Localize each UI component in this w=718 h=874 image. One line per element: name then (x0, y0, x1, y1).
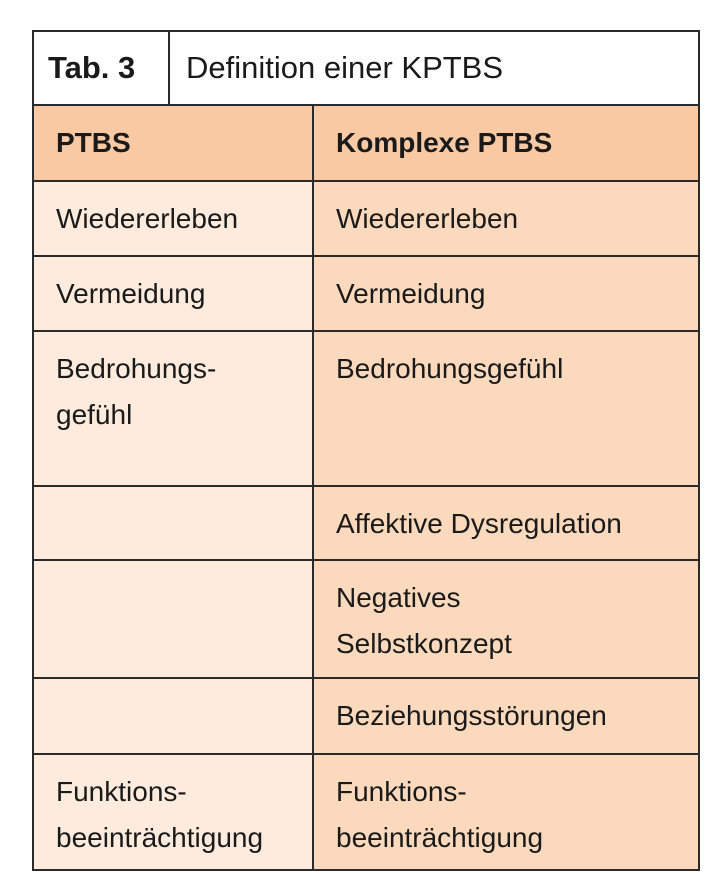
cell-komplexe-ptbs: Vermeidung (314, 257, 698, 330)
cell-ptbs: Funktions- beeinträchtigung (34, 755, 314, 869)
table-row (34, 755, 698, 869)
cell-ptbs: Wiedererleben (34, 182, 314, 255)
table-row (34, 182, 698, 257)
cell-ptbs: Vermeidung (34, 257, 314, 330)
cell-komplexe-ptbs: Wiedererleben (314, 182, 698, 255)
cell-komplexe-ptbs: Beziehungsstörungen (314, 679, 698, 753)
table-caption (34, 32, 698, 106)
cell-ptbs (34, 561, 314, 677)
table-header-row (34, 106, 698, 182)
cell-ptbs: Bedrohungs- gefühl (34, 332, 314, 485)
cell-komplexe-ptbs: Funktions- beeinträchtigung (314, 755, 698, 869)
table-row (34, 332, 698, 487)
cell-komplexe-ptbs: Affektive Dysregulation (314, 487, 698, 559)
table-row (34, 679, 698, 755)
table-title: Definition einer KPTBS (186, 50, 504, 85)
table-row (34, 561, 698, 679)
header-komplexe-ptbs: Komplexe PTBS (314, 106, 698, 180)
cell-komplexe-ptbs: Bedrohungsgefühl (314, 332, 698, 485)
cell-komplexe-ptbs: Negatives Selbstkonzept (314, 561, 698, 677)
table-row (34, 257, 698, 332)
table-label: Tab. 3 (34, 32, 170, 104)
header-ptbs: PTBS (34, 106, 314, 180)
definition-table (32, 30, 700, 871)
cell-ptbs (34, 679, 314, 753)
table-row (34, 487, 698, 561)
cell-ptbs (34, 487, 314, 559)
